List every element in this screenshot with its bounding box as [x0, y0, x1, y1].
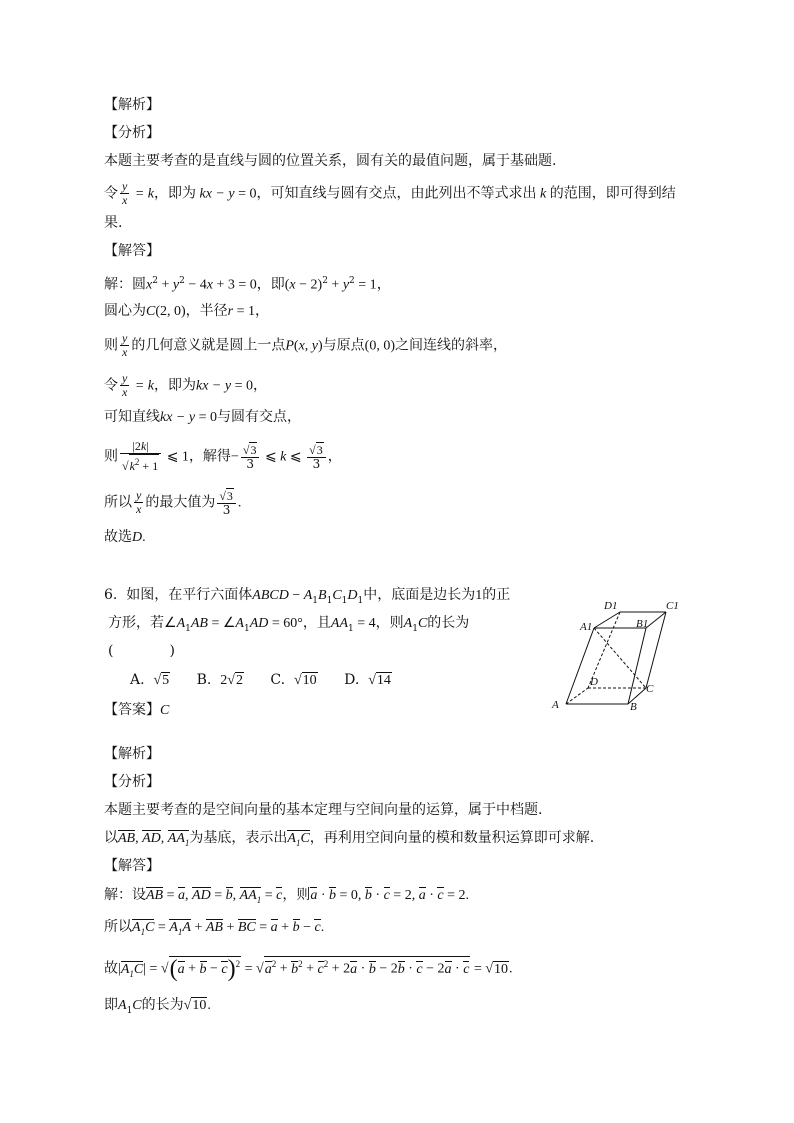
question-6-answer: 【答案】C: [104, 702, 170, 718]
analysis-line-2: 果.: [104, 215, 123, 231]
choice-c: C. √10: [270, 672, 317, 688]
analysis2-line-1: 以AB, AD, $AA_1$为基底，表示出$A_1C$，再利用空间向量的模和数量积运算即可求解.: [104, 830, 595, 848]
question-6-stem-1: 6. 如图，在平行六面体ABCD − $A_1B_1C_1D_1$中，底面是边长为1的正: [104, 587, 511, 606]
analysis-line-1: 令 $\frac{y}{x}$ = k，即为 kx − y = 0，可知直线与圆有交点，由此列出不等式求出 k 的范围，即可得到结: [104, 179, 676, 207]
choice-d: D. √14: [344, 672, 391, 688]
label-c1: C1: [666, 600, 679, 612]
fenxi-heading-1: 【分析】: [104, 125, 160, 141]
jieda-heading-2: 【解答】: [104, 858, 160, 874]
solution-line-7: 所以 $\frac{y}{x}$ 的最大值为 $\frac{√3}{3}$ .: [104, 488, 242, 517]
fenxi-heading-2: 【分析】: [104, 774, 160, 790]
label-a1: A1: [580, 621, 593, 633]
solution-line-8: 故选D.: [104, 529, 146, 545]
solution-line-3: 则 $\frac{y}{x}$ 的几何意义就是圆上一点P(x, y)与原点(0, 0)之间连线的斜率，: [104, 331, 507, 359]
jieda-heading-1: 【解答】: [104, 243, 160, 259]
question-6-paren: ( ): [108, 643, 175, 659]
parallelepiped-figure: [548, 598, 688, 713]
jiexi-heading-2: 【解析】: [104, 746, 160, 762]
label-a: A: [552, 699, 559, 711]
label-b1: B1: [636, 618, 649, 630]
solution2-line-4: 即$A_1C$的长为√10.: [104, 997, 211, 1016]
solution2-line-1: 解：设AB = a, AD = b, $AA_1 = c$，则a · b = 0, b · c = 2, a · c = 2.: [104, 887, 469, 905]
fenxi-text-1: 本题主要考查的是直线与圆的位置关系，圆有关的最值问题，属于基础题.: [104, 153, 557, 169]
choice-a: A. √5: [130, 672, 170, 688]
fenxi-text-2: 本题主要考查的是空间向量的基本定理与空间向量的运算，属于中档题.: [104, 802, 543, 818]
label-d: D: [590, 676, 598, 688]
jiexi-heading-1: 【解析】: [104, 97, 160, 113]
solution-line-1: 解：圆$x^2 + y^2 - 4x + 3 = 0$，即$(x - 2)^2 + y^2 = 1$，: [104, 276, 391, 293]
label-d1: D1: [604, 600, 618, 612]
solution2-line-3: 故$|A_1C| = √(a + b - c)^2 = √a^2 + b^2 + c^2 + 2a \cdot b - 2b \cdot c - 2a \cdot c = √10$.: [104, 955, 513, 982]
solution-line-4: 令 $\frac{y}{x}$ = k，即为kx − y = 0，: [104, 371, 267, 399]
label-c: C: [646, 683, 654, 695]
label-b: B: [630, 701, 637, 713]
choice-b: B. 2√2: [196, 672, 243, 688]
solution-line-6: 则 $\frac{|2k|}{√k^2 + 1}$ ⩽ 1，解得− $\frac{√3}{3}$ ⩽ k ⩽ $\frac{√3}{3}$ ，: [104, 439, 342, 473]
solution2-line-2: 所以$A_1C = A_1A$ + AB + BC = a + b − c.: [104, 919, 325, 937]
question-6-stem-2: 方形，若$\angle A_1AB$ = $\angle A_1AD = 60^\circ$，且$AA_1 = 4$，则$A_1C$的长为: [108, 615, 470, 634]
solution-line-2: 圆心为C(2, 0)，半径r = 1，: [104, 303, 270, 319]
solution-line-5: 可知直线kx − y = 0与圆有交点，: [104, 409, 301, 425]
question-6-choices: [130, 671, 414, 690]
